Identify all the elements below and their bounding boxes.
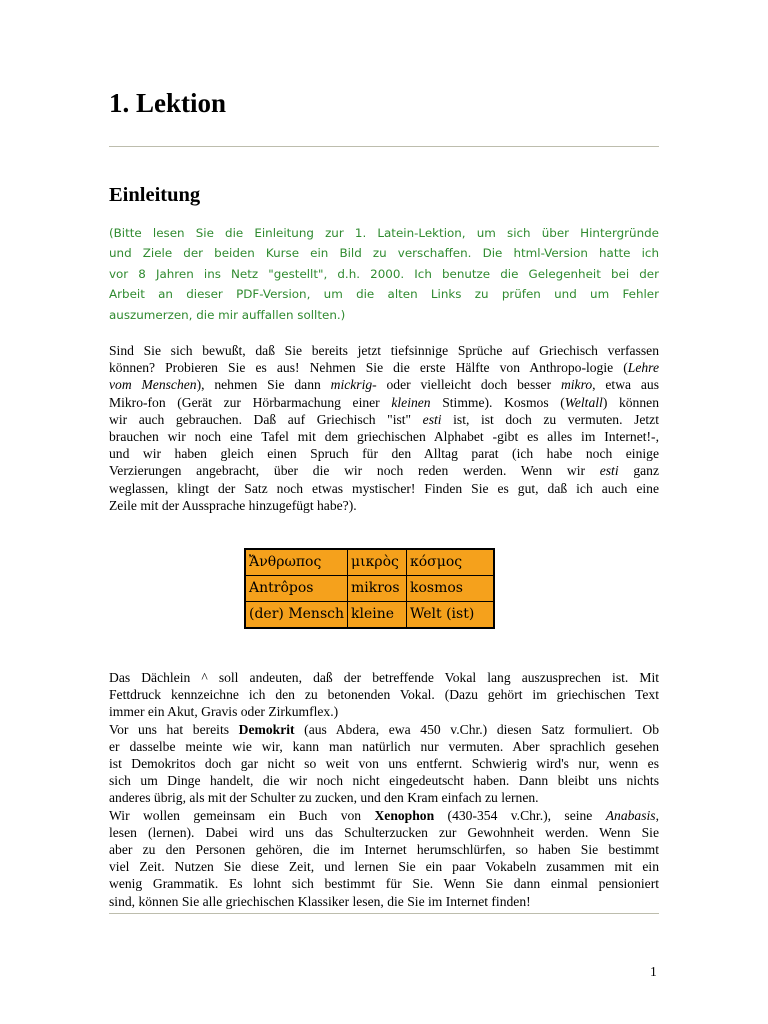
- section-title: Einleitung: [109, 184, 201, 206]
- intro-line: und Ziele der beiden Kurse ein Bild zu verschaffen. Die html-Version hatte ich: [109, 246, 659, 261]
- table-row: [245, 602, 494, 629]
- intro-line: Arbeit an dieser PDF-Version, um die alten Links zu prüfen und um Fehler: [109, 287, 659, 302]
- text-line: sich um Dinge handelt, die wir noch nicht eingedeutscht haben. Dann bleibt uns nichts: [109, 773, 659, 789]
- page-title: 1. Lektion: [109, 88, 227, 118]
- text-line: ist Demokritos doch gar nicht so weit von uns entfernt. Schwierig wird's nur, wenn es: [109, 756, 659, 772]
- text-line: lesen (lernen). Dabei wird uns das Schulterzucken zur Gewohnheit werden. Wenn Sie: [109, 824, 659, 840]
- text-line: aber zu den Personen gehören, die im Internet herumschlürfen, so haben Sie bestimmt: [109, 842, 659, 858]
- table-cell: kosmos: [407, 576, 495, 602]
- table-cell: mikros: [348, 576, 407, 602]
- text-line: viel Zeit. Nutzen Sie diese Zeit, und lernen Sie ein paar Vokabeln zusammen mit ein: [109, 859, 659, 875]
- table-cell: (der) Mensch: [245, 602, 348, 629]
- table-cell: μικρὸς: [348, 549, 407, 576]
- paragraph-explanation: [109, 669, 659, 910]
- table-cell: Ἄνθρωπος: [245, 549, 348, 576]
- table-row: [245, 576, 494, 602]
- intro-line: auszumerzen, die mir auffallen sollten.): [109, 307, 346, 322]
- text-line: anderes übrig, als mit der Schulter zu zucken, und den Kram einfach zu lernen.: [109, 790, 539, 806]
- text-line: brauchen wir noch eine Tafel mit dem griechischen Alphabet -gibt es alles im Internet!-,: [109, 429, 659, 445]
- text-line: Vor uns hat bereits Demokrit (aus Abdera, ewa 450 v.Chr.) diesen Satz formuliert. Ob: [109, 721, 659, 737]
- vocabulary-table: [244, 548, 495, 629]
- table-row: [245, 549, 494, 576]
- page-number: 1: [650, 964, 657, 979]
- text-line: wir auch gebrauchen. Daß auf Griechisch "ist" esti ist, ist doch zu vermuten. Jetzt: [109, 411, 659, 427]
- text-line: können? Probieren Sie es aus! Nehmen Sie die erste Hälfte von Anthropo-logie (Lehre: [109, 360, 659, 376]
- text-line: und wir haben gleich einen Spruch für den Alltag parat (ich habe noch einige: [109, 446, 659, 462]
- intro-line: (Bitte lesen Sie die Einleitung zur 1. Latein-Lektion, um sich über Hintergründe: [109, 226, 659, 240]
- horizontal-rule: [109, 146, 659, 147]
- text-line: weglassen, klingt der Satz noch etwas mystischer! Finden Sie es gut, daß ich auch eine: [109, 480, 659, 496]
- intro-note: [109, 223, 659, 325]
- text-line: er dasselbe meinte wie wir, kann man natürlich nur vermuten. Aber sprachlich gesehen: [109, 738, 659, 754]
- text-line: Verzierungen angebracht, über die wir noch reden werden. Wenn wir esti ganz: [109, 463, 659, 479]
- table-cell: kleine: [348, 602, 407, 629]
- text-line: Sind Sie sich bewußt, daß Sie bereits jetzt tiefsinnige Sprüche auf Griechisch verfassen: [109, 343, 659, 358]
- paragraph-intro-greek: [109, 342, 659, 514]
- text-line: Das Dächlein ^ soll andeuten, daß der betreffende Vokal lang auszusprechen ist. Mit: [109, 670, 659, 685]
- text-line: Fettdruck kennzeichne ich den zu betonenden Vokal. (Dazu gehört im griechischen Text: [109, 687, 659, 703]
- intro-line: vor 8 Jahren ins Netz "gestellt", d.h. 2000. Ich benutze die Gelegenheit bei der: [109, 266, 659, 281]
- text-line: Wir wollen gemeinsam ein Buch von Xenophon (430-354 v.Chr.), seine Anabasis,: [109, 807, 659, 823]
- table-cell: κόσμος: [407, 549, 495, 576]
- text-line: sind, können Sie alle griechischen Klassiker lesen, die Sie im Internet finden!: [109, 893, 531, 909]
- text-line: wenig Grammatik. Es lohnt sich bestimmt für Sie. Wenn Sie dann einmal pensioniert: [109, 876, 659, 892]
- text-line: Mikro-fon (Gerät zur Hörbarmachung einer kleinen Stimme). Kosmos (Weltall) können: [109, 394, 659, 410]
- text-line: Zeile mit der Aussprache hinzugefügt habe?).: [109, 497, 357, 513]
- table-cell: Welt (ist): [407, 602, 495, 629]
- table-cell: Antrôpos: [245, 576, 348, 602]
- text-line: vom Menschen), nehmen Sie dann mickrig- oder vielleicht doch besser mikro, etwa aus: [109, 377, 659, 393]
- text-line: immer ein Akut, Gravis oder Zirkumflex.): [109, 704, 339, 720]
- horizontal-rule: [109, 913, 659, 914]
